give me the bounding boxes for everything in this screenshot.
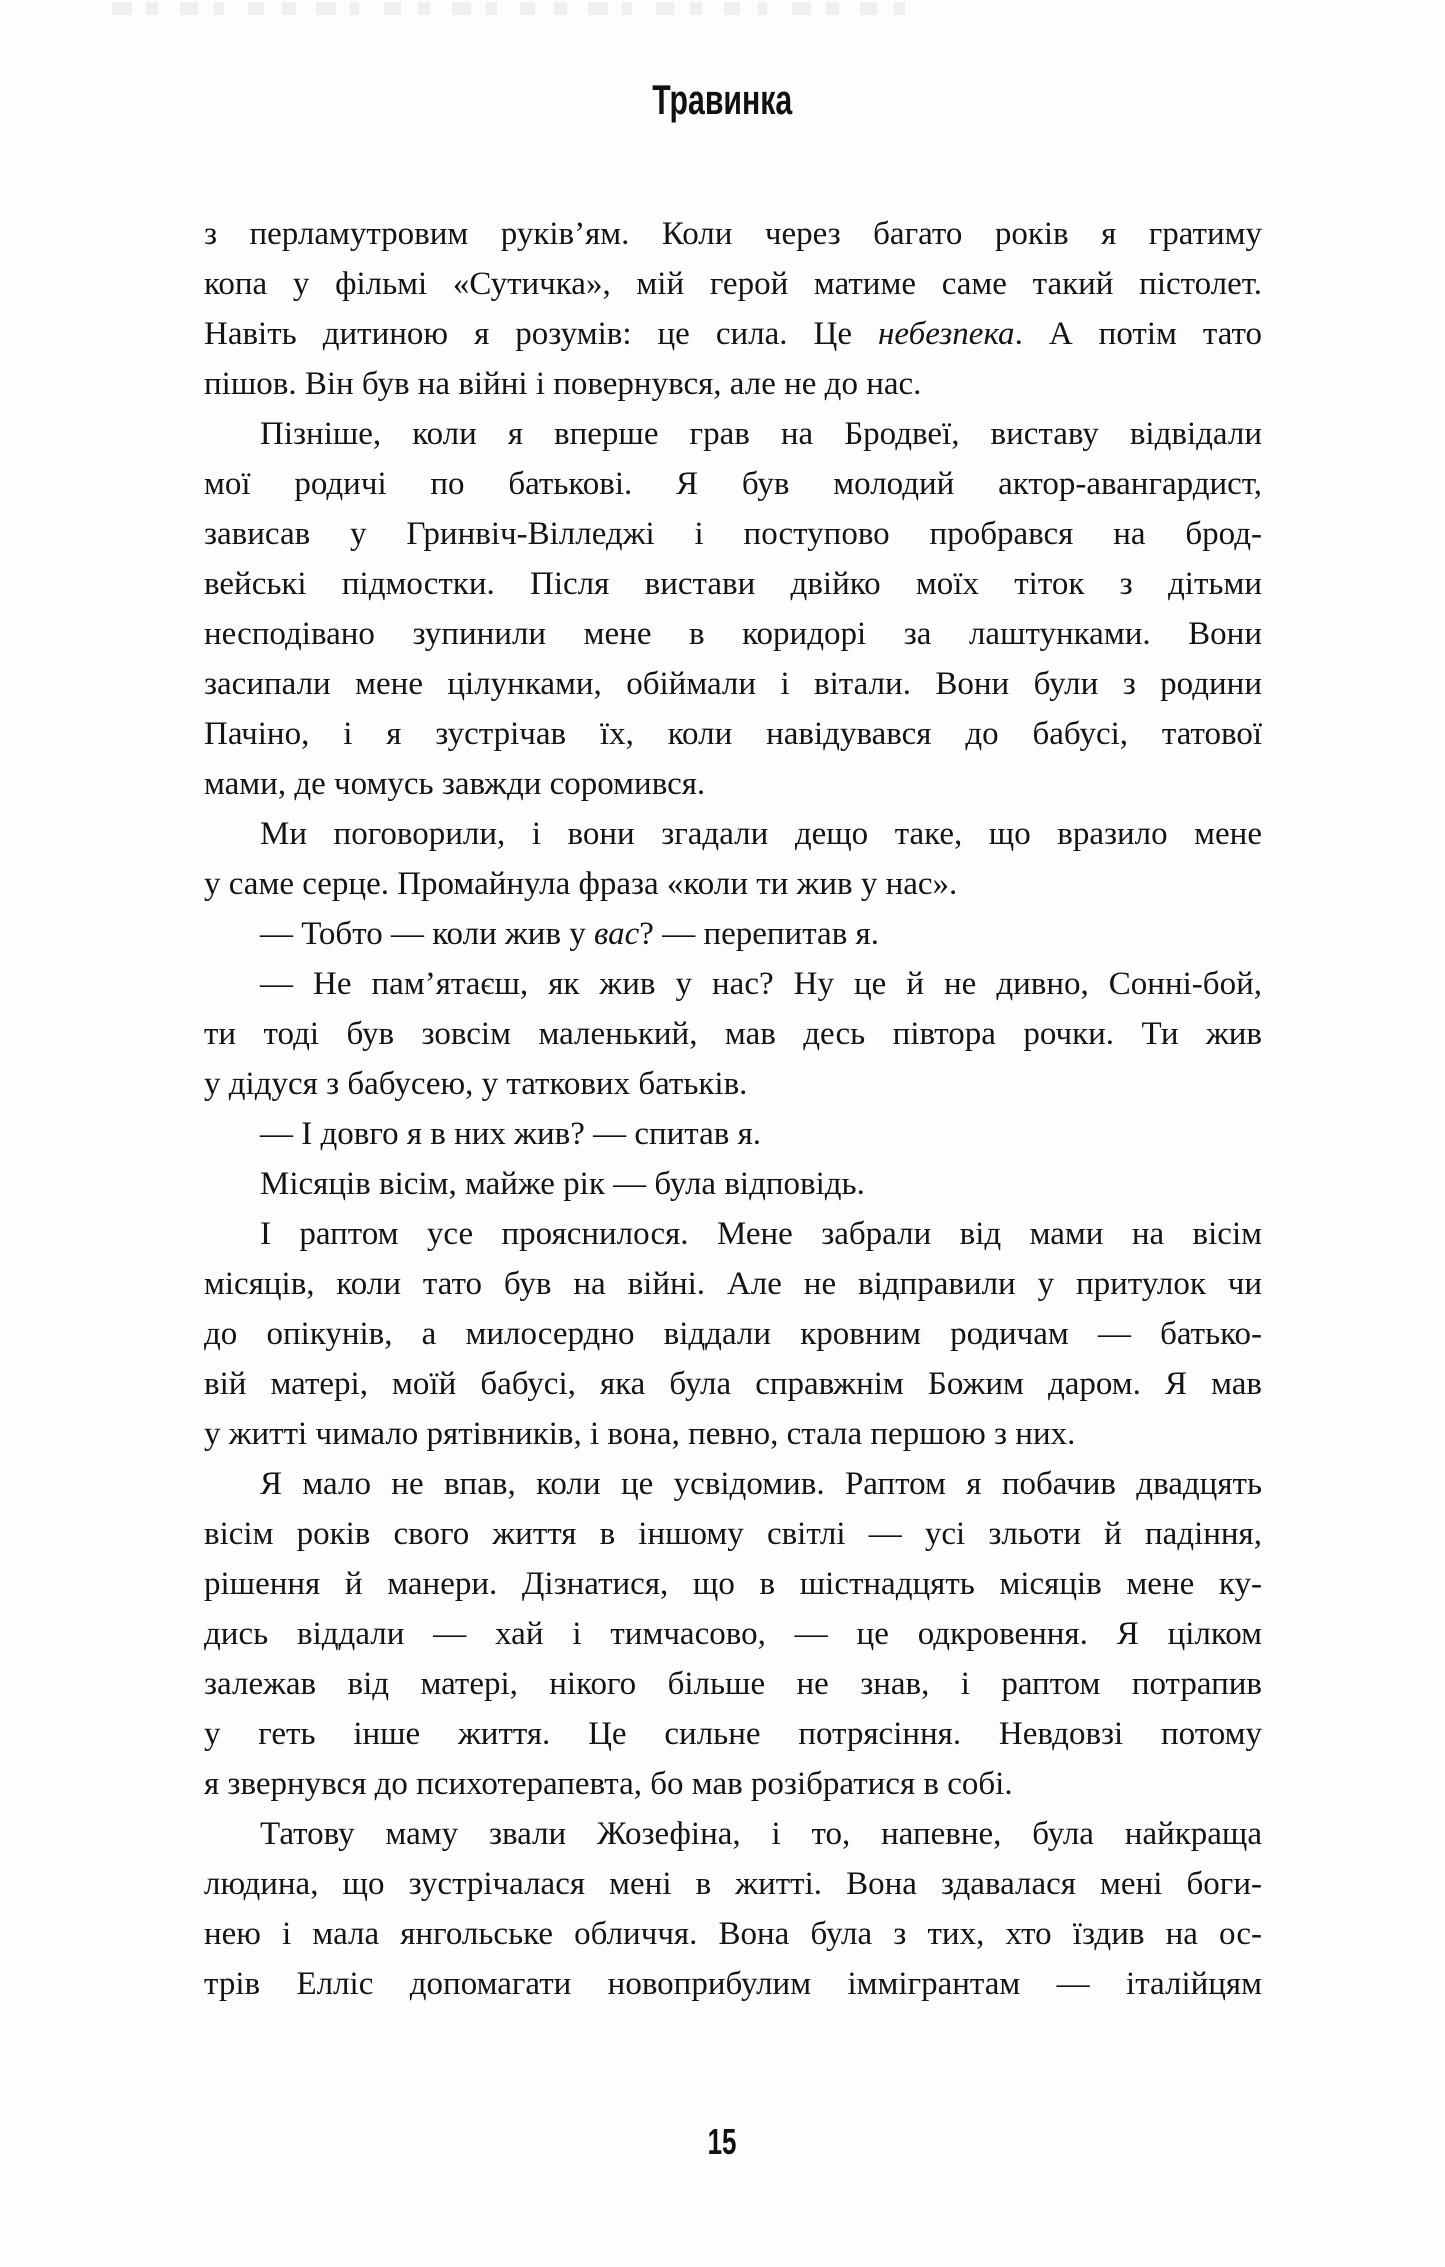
page-edge-mark <box>350 2 359 15</box>
text-segment: — Не пам’ятаєш, як жив у нас? Ну це й не дивно, Сонні-бой, <box>260 966 1262 1002</box>
page-edge-mark <box>180 2 198 15</box>
paragraph <box>204 1459 1262 1809</box>
text-segment: вейські підмостки. Після вистави двійко моїх тіток з дітьми <box>204 566 1262 602</box>
text-line <box>204 1959 1262 2009</box>
text-line <box>204 959 1262 1009</box>
paragraph <box>204 209 1262 409</box>
page-edge-mark <box>758 2 767 15</box>
paragraph <box>204 409 1262 809</box>
page-edge-mark <box>112 2 132 15</box>
text-line <box>204 1209 1262 1259</box>
text-segment: у геть інше життя. Це сильне потрясіння. Невдовзі потому <box>204 1716 1262 1752</box>
running-head <box>0 76 1445 130</box>
text-segment: Татову маму звали Жозефіна, і то, напевне, була найкраща <box>260 1816 1262 1852</box>
page-edge-mark <box>146 2 158 15</box>
text-line <box>204 1459 1262 1509</box>
text-line <box>204 1059 1262 1109</box>
text-segment: з перламутровим руків’ям. Коли через багато років я гратиму <box>204 216 1262 252</box>
text-line <box>204 1659 1262 1709</box>
text-segment: Місяців вісім, майже рік — була відповідь. <box>260 1166 865 1202</box>
paragraph <box>204 1809 1262 2009</box>
page-edge-mark <box>690 2 702 15</box>
text-line <box>204 1309 1262 1359</box>
text-segment: я звернувся до психотерапевта, бо мав розібратися в собі. <box>204 1766 1013 1802</box>
text-line <box>204 809 1262 859</box>
text-block <box>204 209 1262 2009</box>
text-line <box>204 859 1262 909</box>
text-segment: нею і мала янгольське обличчя. Вона була з тих, хто їздив на ос- <box>204 1916 1262 1952</box>
text-line <box>204 1559 1262 1609</box>
text-line <box>204 1409 1262 1459</box>
paragraph <box>204 909 1262 959</box>
page-edge-mark <box>792 2 811 15</box>
text-segment: Навіть дитиною я розумів: це сила. Це <box>204 316 879 352</box>
page-edge-mark <box>520 2 535 15</box>
text-segment: вій матері, моїй бабусі, яка була справжнім Божим даром. Я мав <box>204 1366 1262 1402</box>
text-line <box>204 309 1262 359</box>
text-line <box>204 1909 1262 1959</box>
text-segment: мої родичі по батькові. Я був молодий актор-авангардист, <box>204 466 1262 502</box>
text-line <box>204 659 1262 709</box>
text-line <box>204 1359 1262 1409</box>
page-number-label: 15 <box>708 2121 737 2162</box>
page-number <box>0 2122 1445 2170</box>
text-segment: несподівано зупинили мене в коридорі за лаштунками. Вони <box>204 616 1262 652</box>
paragraph <box>204 809 1262 909</box>
text-segment: Пізніше, коли я вперше грав на Бродвеї, виставу відвідали <box>260 416 1262 452</box>
text-line <box>204 609 1262 659</box>
italic-text: небезпека <box>878 316 1015 352</box>
text-segment: дись віддали — хай і тимчасово, — це одкровення. Я цілком <box>204 1616 1262 1652</box>
text-line <box>204 1509 1262 1559</box>
text-segment: ти тоді був зовсім маленький, мав десь півтора рочки. Ти жив <box>204 1016 1262 1052</box>
page-edge-mark <box>860 2 877 15</box>
text-line <box>204 1709 1262 1759</box>
page-edge-mark <box>622 2 632 15</box>
text-line <box>204 1759 1262 1809</box>
text-segment: засипали мене цілунками, обіймали і вітали. Вони були з родини <box>204 666 1262 702</box>
page-edge-mark <box>384 2 401 15</box>
paragraph <box>204 1159 1262 1209</box>
page-edge-mark <box>316 2 336 15</box>
text-segment: вісім років свого життя в іншому світлі — усі зльоти й падіння, <box>204 1516 1262 1552</box>
text-line <box>204 209 1262 259</box>
page-edge-mark <box>656 2 674 15</box>
paragraph <box>204 1209 1262 1459</box>
text-line <box>204 909 1262 959</box>
text-segment: трів Елліс допомагати новоприбулим іммігрантам — італійцям <box>204 1966 1262 2002</box>
text-segment: . А потім тато <box>1014 316 1263 352</box>
page-edge-mark <box>248 2 264 15</box>
text-line <box>204 459 1262 509</box>
text-line <box>204 359 1262 409</box>
text-line <box>204 1609 1262 1659</box>
text-segment: І раптом усе прояснилося. Мене забрали від мами на вісім <box>260 1216 1262 1252</box>
page-edge-mark <box>282 2 296 15</box>
page-edge-mark <box>894 2 905 15</box>
text-segment: Ми поговорили, і вони згадали дещо таке, що вразило мене <box>260 816 1262 852</box>
text-line <box>204 1809 1262 1859</box>
text-segment: у дідуся з бабусею, у таткових батьків. <box>204 1066 748 1102</box>
text-line <box>204 1859 1262 1909</box>
text-segment: — Тобто — коли жив у <box>260 916 595 952</box>
text-line <box>204 1159 1262 1209</box>
text-segment: у житті чимало рятівників, і вона, певно, стала першою з них. <box>204 1416 1076 1452</box>
text-segment: Я мало не впав, коли це усвідомив. Раптом я побачив двадцять <box>260 1466 1262 1502</box>
text-line <box>204 1259 1262 1309</box>
text-line <box>204 559 1262 609</box>
page-edge-mark <box>452 2 471 15</box>
page-edge-mark <box>588 2 608 15</box>
page-edge-mark <box>554 2 567 15</box>
text-segment: у саме серце. Промайнула фраза «коли ти жив у нас». <box>204 866 958 902</box>
text-line <box>204 709 1262 759</box>
text-segment: копа у фільмі «Сутичка», мій герой матиме саме такий пістолет. <box>204 266 1262 302</box>
text-segment: зависав у Гринвіч-Вілледжі і поступово пробрався на брод- <box>204 516 1262 552</box>
text-line <box>204 409 1262 459</box>
text-segment: рішення й манери. Дізнатися, що в шістнадцять місяців мене ку- <box>204 1566 1262 1602</box>
text-line <box>204 1109 1262 1159</box>
page-edge-mark <box>826 2 839 15</box>
text-segment: пішов. Він був на війні і повернувся, але не до нас. <box>204 366 922 402</box>
text-line <box>204 259 1262 309</box>
chapter-title: Травинка <box>652 76 793 123</box>
page-edge-marks <box>0 2 1445 15</box>
text-line <box>204 1009 1262 1059</box>
text-segment: мами, де чомусь завжди соромився. <box>204 766 706 802</box>
page-edge-mark <box>724 2 740 15</box>
italic-text: вас <box>594 916 640 952</box>
page-edge-mark <box>418 2 430 15</box>
text-segment: Пачіно, і я зустрічав їх, коли навідувався до бабусі, татової <box>204 716 1262 752</box>
text-segment: людина, що зустрічалася мені в житті. Вона здавалася мені боги- <box>204 1866 1262 1902</box>
page-edge-mark <box>214 2 224 15</box>
paragraph <box>204 1109 1262 1159</box>
text-line <box>204 759 1262 809</box>
text-segment: до опікунів, а милосердно віддали кровним родичам — батько- <box>204 1316 1262 1352</box>
paragraph <box>204 959 1262 1109</box>
text-line <box>204 509 1262 559</box>
text-segment: ? — перепитав я. <box>639 916 879 952</box>
text-segment: місяців, коли тато був на війні. Але не відправили у притулок чи <box>204 1266 1262 1302</box>
text-segment: залежав від матері, нікого більше не знав, і раптом потрапив <box>204 1666 1262 1702</box>
text-segment: — І довго я в них жив? — спитав я. <box>260 1116 762 1152</box>
page-edge-mark <box>486 2 497 15</box>
